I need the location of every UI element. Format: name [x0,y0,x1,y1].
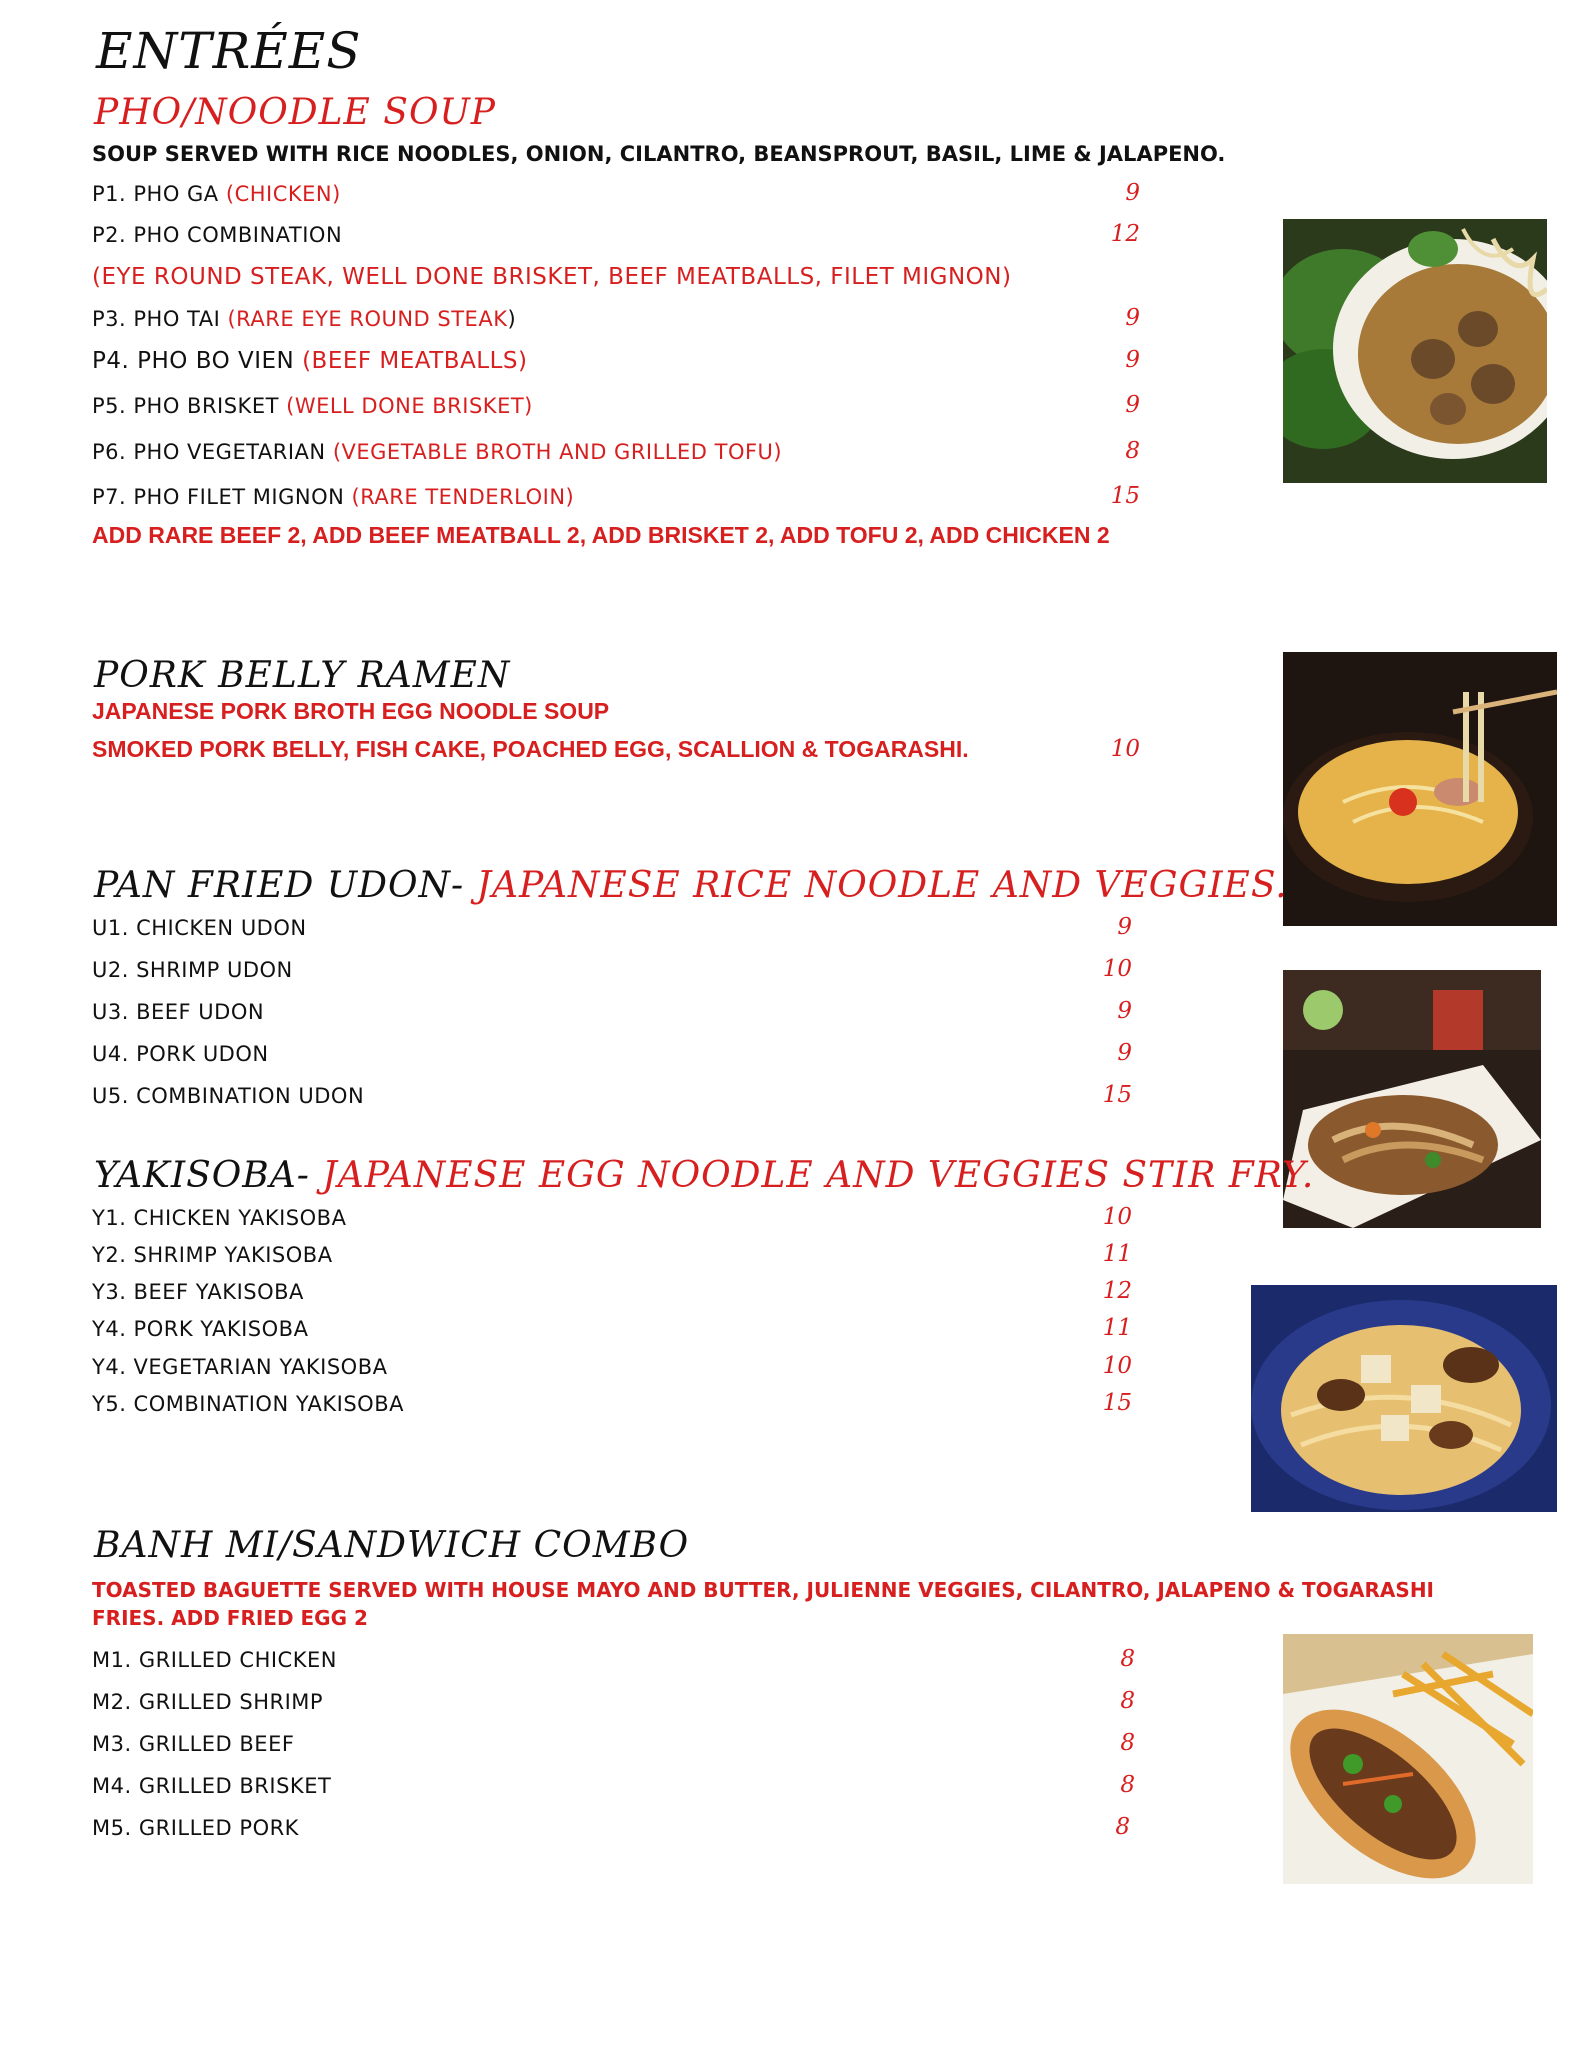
item-price: 10 [1102,1204,1132,1230]
item-note: (RARE EYE ROUND STEAK [227,307,508,331]
menu-item-y2: Y2. SHRIMP YAKISOBA [92,1243,333,1267]
item-price: 12 [1102,1278,1132,1304]
item-name: P3. PHO TAI [92,307,221,331]
menu-item-u4: U4. PORK UDON [92,1042,269,1066]
item-note: (VEGETABLE BROTH AND GRILLED TOFU) [332,440,783,464]
menu-item-m5: M5. GRILLED PORK [92,1816,299,1840]
item-price: 9 [1125,180,1140,206]
banhmi-section-title: BANH MI/SANDWICH COMBO [94,1525,690,1566]
item-price: 8 [1120,1772,1135,1798]
item-name: P4. PHO BO VIEN [92,348,295,374]
menu-item-m3: M3. GRILLED BEEF [92,1732,295,1756]
item-price: 10 [1102,956,1132,982]
ramen-line-2: SMOKED PORK BELLY, FISH CAKE, POACHED EGG, SCALLION & TOGARASHI. [92,736,969,762]
item-name: P6. PHO VEGETARIAN [92,440,326,464]
item-name: P5. PHO BRISKET [92,394,279,418]
menu-item-u5: U5. COMBINATION UDON [92,1084,365,1108]
ramen-section-title: PORK BELLY RAMEN [94,655,511,696]
page-title: ENTRÉES [96,22,362,80]
menu-item-p6 [92,440,782,470]
item-price: 8 [1125,438,1140,464]
combination-note: (EYE ROUND STEAK, WELL DONE BRISKET, BEEF MEATBALLS, FILET MIGNON) [92,264,1012,290]
menu-item-p3: P3. PHO TAI (RARE EYE ROUND STEAK) [92,307,517,331]
ramen-photo [1283,652,1557,926]
menu-item-m4: M4. GRILLED BRISKET [92,1774,332,1798]
item-name: P7. PHO FILET MIGNON [92,485,345,509]
banhmi-photo [1283,1634,1533,1884]
item-price: 15 [1102,1390,1132,1416]
pho-addons: ADD RARE BEEF 2, ADD BEEF MEATBALL 2, ADD BRISKET 2, ADD TOFU 2, ADD CHICKEN 2 [92,522,1110,548]
item-price: 11 [1102,1315,1132,1341]
item-price: 8 [1120,1646,1135,1672]
item-note: (WELL DONE BRISKET) [286,394,533,418]
menu-item-m1: M1. GRILLED CHICKEN [92,1648,337,1672]
item-price: 9 [1125,347,1140,373]
menu-item-y4: Y4. PORK YAKISOBA [92,1317,309,1341]
item-price: 9 [1117,1040,1132,1066]
pho-description: SOUP SERVED WITH RICE NOODLES, ONION, CILANTRO, BEANSPROUT, BASIL, LIME & JALAPENO. [92,142,1226,166]
ramen-line-1: JAPANESE PORK BROTH EGG NOODLE SOUP [92,698,610,724]
pho-bowl-photo [1283,219,1547,483]
item-price: 9 [1117,998,1132,1024]
menu-item-u2: U2. SHRIMP UDON [92,958,293,982]
menu-item-m2: M2. GRILLED SHRIMP [92,1690,324,1714]
menu-item-y4-veg: Y4. VEGETARIAN YAKISOBA [92,1355,388,1379]
item-price: 15 [1110,483,1140,509]
udon-section-title: PAN FRIED UDON- JAPANESE RICE NOODLE AND VEGGIES. [94,865,1288,906]
item-price: 8 [1115,1814,1130,1840]
item-price: 10 [1102,1353,1132,1379]
item-note: (CHICKEN) [225,182,341,206]
yakisoba-subtitle: JAPANESE EGG NOODLE AND VEGGIES STIR FRY. [322,1155,1315,1196]
item-note: (BEEF MEATBALLS) [302,348,528,374]
item-name: P2. PHO COMBINATION [92,223,343,247]
menu-item-u3: U3. BEEF UDON [92,1000,265,1024]
menu-item-u1: U1. CHICKEN UDON [92,916,307,940]
menu-item-y3: Y3. BEEF YAKISOBA [92,1280,304,1304]
menu-item-p4 [92,348,528,378]
item-price: 8 [1120,1688,1135,1714]
item-price: 9 [1117,914,1132,940]
pho-section-title: PHO/NOODLE SOUP [94,92,497,133]
item-price: 15 [1102,1082,1132,1108]
udon-subtitle: JAPANESE RICE NOODLE AND VEGGIES. [476,865,1288,906]
menu-item-p5 [92,394,533,424]
yakisoba-photo [1251,1285,1557,1512]
item-price: 12 [1110,221,1140,247]
yakisoba-section-title: YAKISOBA- JAPANESE EGG NOODLE AND VEGGIES STIR FRY. [94,1155,1315,1196]
menu-item-y1: Y1. CHICKEN YAKISOBA [92,1206,347,1230]
menu-item-p1 [92,182,341,212]
item-name: P1. PHO GA [92,182,219,206]
item-note: (RARE TENDERLOIN) [351,485,575,509]
menu-item-p7 [92,485,574,515]
item-price: 8 [1120,1730,1135,1756]
menu-item-y5: Y5. COMBINATION YAKISOBA [92,1392,404,1416]
item-price: 9 [1125,392,1140,418]
banhmi-description-2: FRIES. ADD FRIED EGG 2 [92,1606,368,1630]
item-price: 9 [1125,305,1140,331]
item-price: 11 [1102,1241,1132,1267]
menu-item-p2 [92,223,342,253]
banhmi-description-1: TOASTED BAGUETTE SERVED WITH HOUSE MAYO AND BUTTER, JULIENNE VEGGIES, CILANTRO, JALAPENO & TOGARASHI [92,1578,1434,1602]
ramen-price: 10 [1110,736,1140,762]
udon-photo [1283,970,1541,1228]
